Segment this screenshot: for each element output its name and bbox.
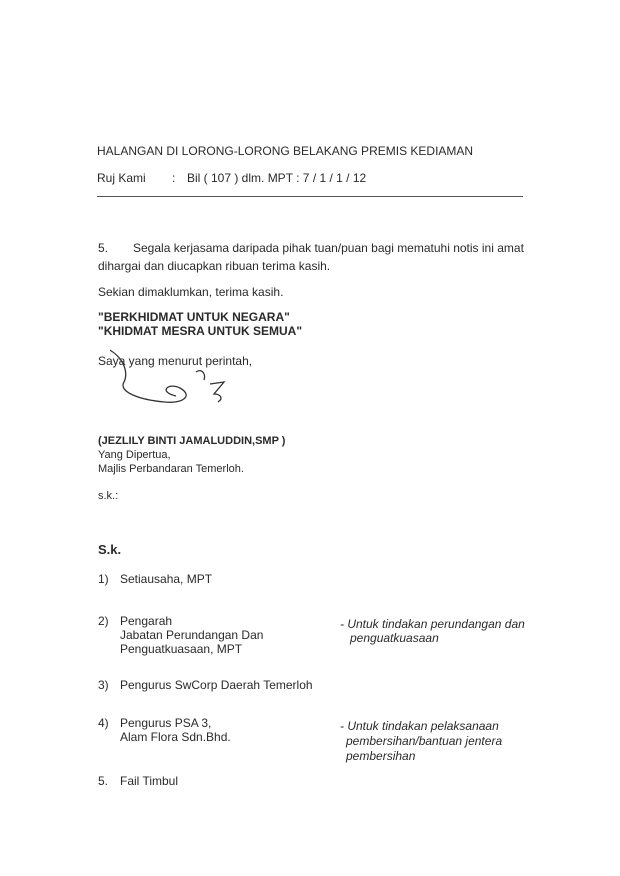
paragraph-number: 5.	[98, 241, 109, 255]
letter-subject: HALANGAN DI LORONG-LORONG BELAKANG PREMIS KEDIAMAN	[97, 144, 474, 158]
sk-short: s.k.:	[98, 490, 119, 502]
copy-recipient-line: Penguatkuasaan, MPT	[120, 642, 243, 656]
signatory-name: (JEZLILY BINTI JAMALUDDIN,SMP )	[98, 435, 286, 447]
copy-action-note: - Untuk tindakan pelaksanaan	[340, 719, 499, 733]
copy-recipient-line: Alam Flora Sdn.Bhd.	[120, 730, 231, 744]
closing-line: Sekian dimaklumkan, terima kasih.	[98, 285, 284, 299]
copy-recipient-line: Jabatan Perundangan Dan	[120, 628, 264, 642]
copy-number: 3)	[98, 678, 109, 692]
copy-number: 5.	[98, 774, 109, 788]
paragraph-text: Segala kerjasama daripada pihak tuan/puan bagi mematuhi notis ini amat dihargai dan diucapkan ribuan terima kasih.	[98, 241, 524, 273]
copy-number: 2)	[98, 614, 109, 628]
paragraph-5	[98, 239, 548, 275]
reference-separator: :	[172, 171, 176, 185]
copy-recipient-line: Pengarah	[120, 614, 173, 628]
copy-action-note: - Untuk tindakan perundangan dan	[340, 617, 525, 631]
copy-recipient-line: Setiausaha, MPT	[120, 572, 213, 586]
motto-line-1: "BERKHIDMAT UNTUK NEGARA"	[98, 310, 290, 324]
copy-recipient-line: Fail Timbul	[120, 774, 179, 788]
copy-action-note: pembersihan/bantuan jentera	[346, 734, 503, 748]
reference-value: Bil ( 107 ) dlm. MPT : 7 / 1 / 1 / 12	[187, 171, 367, 185]
signatory-title: Yang Dipertua,	[98, 449, 171, 461]
order-phrase: Saya yang menurut perintah,	[98, 354, 253, 368]
sk-heading: S.k.	[98, 542, 122, 557]
reference-divider	[97, 196, 523, 197]
copy-number: 1)	[98, 572, 109, 586]
copy-action-note: penguatkuasaan	[350, 631, 439, 645]
copy-action-note: pembersihan	[346, 749, 416, 763]
copy-number: 4)	[98, 716, 109, 730]
reference-label: Ruj Kami	[97, 171, 146, 185]
copy-recipient-line: Pengurus SwCorp Daerah Temerloh	[120, 678, 313, 692]
motto-line-2: "KHIDMAT MESRA UNTUK SEMUA"	[98, 324, 303, 338]
signatory-organization: Majlis Perbandaran Temerloh.	[98, 463, 244, 475]
handwritten-signature	[110, 342, 260, 412]
copy-recipient-line: Pengurus PSA 3,	[120, 716, 212, 730]
